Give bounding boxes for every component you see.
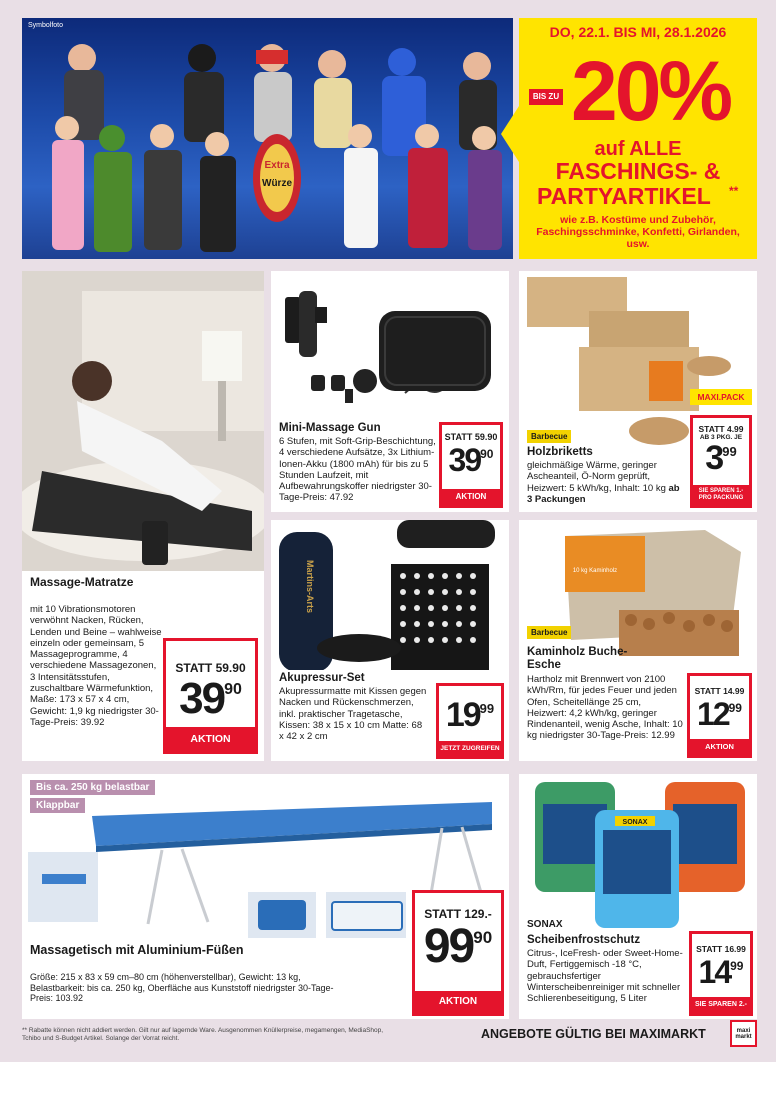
savings-badge: SIE SPAREN 2.- bbox=[692, 997, 750, 1013]
aktion-badge: AKTION bbox=[690, 739, 749, 755]
remote-control bbox=[142, 521, 168, 565]
promo-percent: 20% bbox=[571, 44, 731, 138]
symbolfoto-label: Symbolfoto bbox=[28, 22, 64, 29]
product-title: Massagetisch mit Aluminium-Füßen bbox=[30, 943, 244, 957]
price-cents: 99 bbox=[722, 444, 737, 459]
windshield-fluid-can-icon bbox=[519, 774, 757, 934]
product-title: Kaminholz Buche-Esche bbox=[527, 646, 628, 671]
price-cents: 99 bbox=[479, 701, 495, 716]
product-description: Citrus-, IceFresh- oder Sweet-Home-Duft, Fertiggemisch -18 °C, gebrauchsfertiger Winterscheibenreiniger mit schneller Schlierenbeseitigung, 5 Liter bbox=[527, 948, 683, 1005]
product-title: Akupressur-Set bbox=[279, 672, 365, 684]
price-box bbox=[439, 422, 503, 508]
aktion-badge: AKTION bbox=[166, 727, 255, 751]
price-cents: 90 bbox=[480, 447, 494, 461]
massage-mattress-image bbox=[22, 271, 264, 571]
promo-headline-2: PARTYARTIKEL bbox=[537, 183, 711, 209]
product-massagetisch[interactable] bbox=[22, 774, 509, 1019]
price-cents: 99 bbox=[728, 701, 742, 715]
case-icon bbox=[379, 311, 491, 391]
price-cents: 90 bbox=[224, 681, 242, 698]
statt-price: STATT 4.99 bbox=[698, 424, 744, 434]
jetzt-zugreifen-badge: JETZT ZUGREIFEN bbox=[439, 741, 501, 756]
price-main: 19 bbox=[445, 696, 480, 734]
costume-kids-illustration bbox=[22, 18, 513, 259]
statt-price: STATT 59.90 bbox=[444, 432, 498, 442]
price-box bbox=[687, 673, 752, 758]
price-box bbox=[689, 931, 753, 1016]
statt-price: STATT 129.- bbox=[424, 907, 492, 921]
fireplace-icon bbox=[649, 361, 683, 401]
product-scheibenfrostschutz[interactable] bbox=[519, 774, 757, 1019]
price-main: 3 bbox=[705, 439, 723, 477]
product-massage-matratze[interactable] bbox=[22, 271, 264, 761]
product-title: Holzbriketts bbox=[527, 446, 593, 458]
product-title: Massage-Matratze bbox=[30, 575, 134, 589]
price-main: 39 bbox=[179, 674, 225, 723]
firewood-box-icon bbox=[519, 520, 757, 660]
promo-banner bbox=[519, 18, 757, 259]
description-bold: ab 3 Packungen bbox=[527, 482, 680, 505]
price-main: 39 bbox=[448, 442, 481, 478]
klappbar-tag: Klappbar bbox=[30, 798, 85, 813]
hero-photo bbox=[22, 18, 513, 259]
can-label: SONAX bbox=[622, 819, 648, 826]
product-mini-massage-gun[interactable] bbox=[271, 271, 509, 512]
massage-gun-icon bbox=[271, 271, 509, 421]
product-akupressur-set[interactable] bbox=[271, 520, 509, 761]
aktion-badge: AKTION bbox=[415, 991, 501, 1013]
price-cents: 99 bbox=[730, 959, 744, 973]
footer-validity: ANGEBOTE GÜLTIG BEI MAXIMARKT bbox=[481, 1027, 706, 1041]
product-description: Akupressurmatte mit Kissen gegen Nacken und Rückenschmerzen, inkl. praktischer Tragetasche, Kissen: 38 x 15 x 10 cm Matte: 68 x 42 x 2 cm bbox=[279, 686, 427, 743]
price-box bbox=[436, 683, 504, 759]
brand-label: SONAX bbox=[527, 919, 563, 930]
promo-date-range: DO, 22.1. BIS MI, 28.1.2026 bbox=[549, 24, 727, 40]
price-main: 99 bbox=[423, 920, 474, 973]
brand-label: Barbecue bbox=[527, 430, 571, 443]
box-label: 10 kg Kaminholz bbox=[572, 568, 618, 574]
product-kaminholz[interactable] bbox=[519, 520, 757, 761]
logo-text: maxi markt bbox=[735, 1027, 752, 1040]
product-description: mit 10 Vibrationsmotoren verwöhnt Nacken, Rücken, Lenden und Beine – wahlweise einzeln oder gemeinsam, 5 Massageprogramme, 4 verschiedene Massagezonen, 3 Intensitätsstufen, zuschaltbare Wärmefunktion, Maße: 173 x 57 x 4 cm, Gewicht: 1,9 kg niedrigster 30-Tage-Preis: 39.92 bbox=[30, 604, 162, 728]
promo-asterisks: ** bbox=[729, 184, 739, 198]
promo-auf-alle: auf ALLE bbox=[594, 138, 682, 160]
belastbar-tag: Bis ca. 250 kg belastbar bbox=[30, 780, 155, 795]
promo-notch bbox=[501, 106, 519, 162]
product-title: Mini-Massage Gun bbox=[279, 422, 381, 434]
promo-subtext: wie z.B. Kostüme und Zubehör, Faschingsschminke, Konfetti, Girlanden, usw. bbox=[536, 214, 740, 250]
logo-icon[interactable] bbox=[730, 1020, 757, 1047]
footer-disclaimer: ** Rabatte können nicht addiert werden. Gilt nur auf lagernde Ware. Ausgenommen Knüllerpreise, megamengen, MediaShop, Tchibo und S-Budget Artikel. Solange der Vorrat reicht. bbox=[22, 1027, 384, 1042]
price-main: 14 bbox=[698, 954, 731, 990]
product-holzbriketts[interactable] bbox=[519, 271, 757, 512]
product-title: Scheibenfrostschutz bbox=[527, 934, 641, 946]
acupressure-mat-icon bbox=[271, 520, 509, 670]
promo-headline-1: FASCHINGS- & bbox=[555, 158, 721, 184]
product-description: 6 Stufen, mit Soft-Grip-Beschichtung, 4 verschiedene Aufsätze, 3x Lithium-Ionen-Akku (1800 mAh) für bis zu 5 Stunden Laufzeit, mit Aufbewahrungskoffer niedrigster 30-Tage-Preis: 47.92 bbox=[279, 436, 436, 504]
price-cents: 90 bbox=[473, 928, 493, 947]
product-description bbox=[527, 460, 687, 505]
product-description: Größe: 215 x 83 x 59 cm–80 cm (höhenverstellbar), Gewicht: 13 kg, Belastbarkeit: bis ca. 250 kg, Oberfläche aus Kunststoff niedrigster 30-Tage-Preis: 103.92 bbox=[30, 972, 334, 1003]
brand-label: Barbecue bbox=[527, 626, 571, 639]
description-text: gleichmäßige Wärme, geringer Ascheanteil, Ö-Norm geprüft, Heizwert: 5 kWh/kg, Inhalt: 10 kg bbox=[527, 460, 666, 494]
bag-label: Martins-Arts bbox=[305, 560, 315, 614]
price-box bbox=[412, 890, 504, 1016]
ab-label: AB 3 PKG. JE bbox=[699, 434, 743, 441]
sign-extra: Extra bbox=[264, 160, 290, 171]
aktion-badge: AKTION bbox=[442, 489, 500, 505]
price-box bbox=[163, 638, 258, 754]
statt-price: STATT 14.99 bbox=[694, 686, 745, 696]
price-main: 12 bbox=[697, 696, 729, 732]
maxi-pack-tag: MAXI.PACK bbox=[690, 389, 752, 405]
price-box bbox=[690, 415, 752, 508]
savings-badge: SIE SPAREN 1.- PRO PACKUNG bbox=[693, 485, 749, 505]
promo-bis-zu: BIS ZU bbox=[529, 89, 563, 105]
statt-price: STATT 16.99 bbox=[696, 944, 746, 954]
statt-price: STATT 59.90 bbox=[175, 661, 246, 675]
product-description: Hartholz mit Brennwert von 2100 kWh/Rm, für jedes Feuer und jeden Ofen, Scheitellänge 25 cm, Heizwert: 4,2 kWh/kg, geringer Rindenanteil, wenig Asche, Inhalt: 10 kg niedrigster 30-Tage-Preis: 12.99 bbox=[527, 674, 683, 742]
sign-wurze: Würze bbox=[262, 178, 292, 189]
